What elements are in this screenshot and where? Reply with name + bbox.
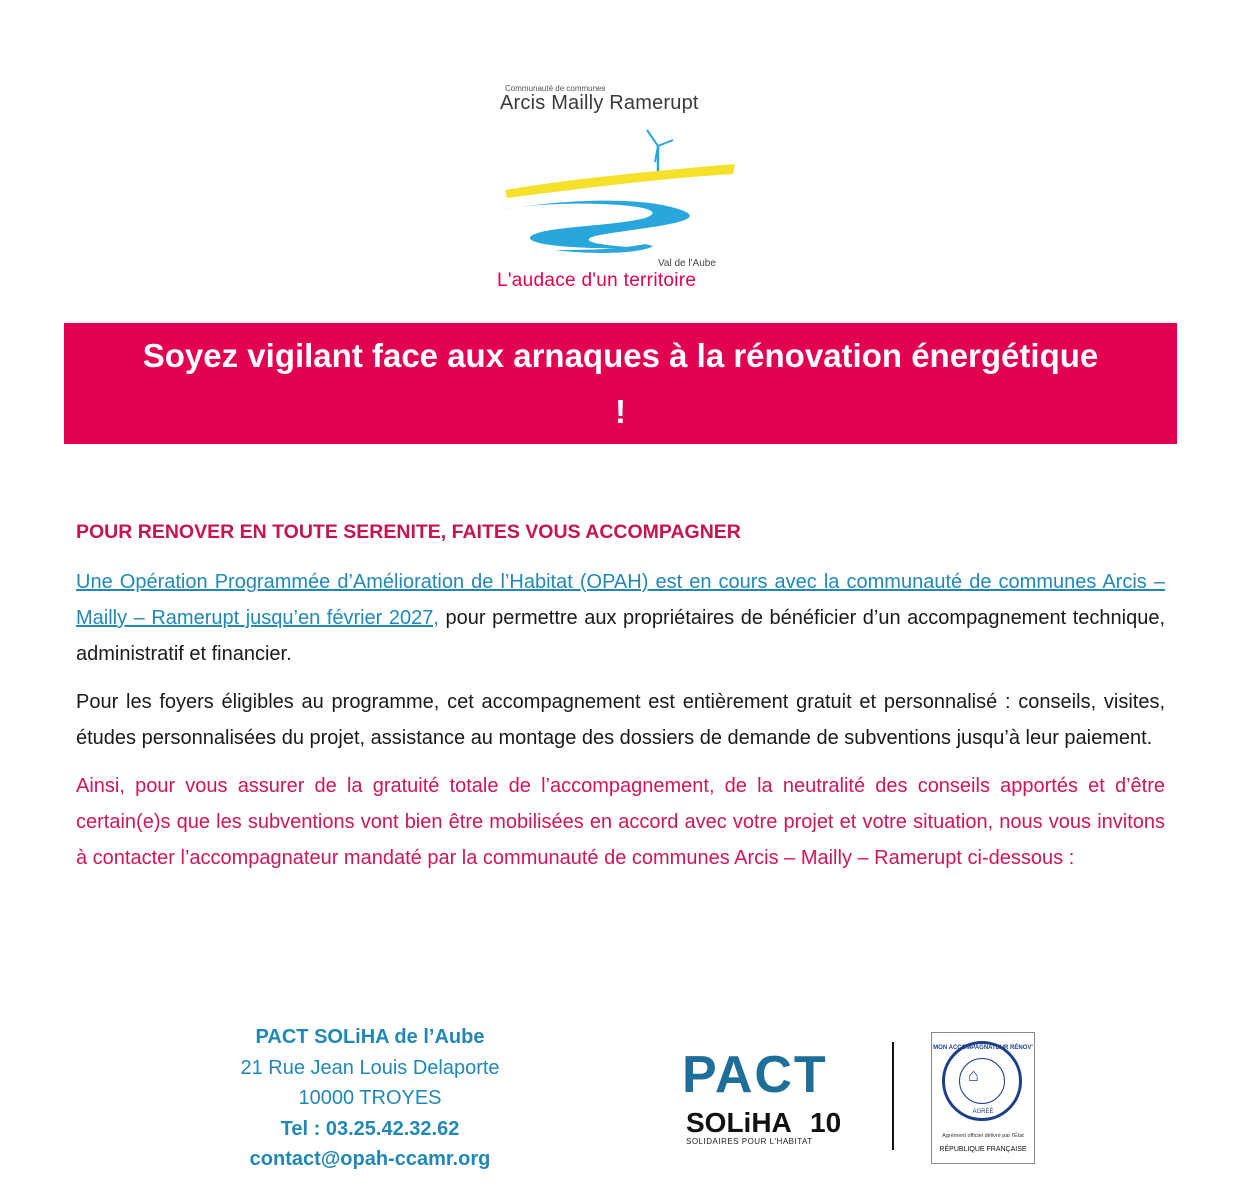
badge-republic: RÉPUBLIQUE FRANÇAISE — [939, 1146, 1027, 1153]
badge-note: Agrément officiel délivré par l'État — [942, 1133, 1024, 1139]
logo-divider — [892, 1042, 894, 1150]
pact-slogan: SOLIDAIRES POUR L'HABITAT — [686, 1137, 813, 1146]
section-heading: POUR RENOVER EN TOUTE SERENITE, FAITES VOUS ACCOMPAGNER — [76, 521, 741, 543]
contact-tel[interactable]: Tel : 03.25.42.32.62 — [280, 1117, 460, 1140]
paragraph-invitation: Ainsi, pour vous assurer de la gratuité totale de l’accompagnement, de la neutralité des conseils apportés et d’être certain(e)s que les subventions vont bien être mobilisées en accord avec votre projet et votre situation, nous vous invitons à contacter l’accompagnateur mandaté par la communauté de communes Arcis – Mailly – Ramerupt ci-dessous : — [76, 775, 1165, 869]
contact-org: PACT SOLiHA de l’Aube — [255, 1026, 485, 1048]
contact-street: 21 Rue Jean Louis Delaporte — [240, 1056, 500, 1079]
badge-label: MON ACCOMPAGNATEUR RÉNOV' — [933, 1045, 1033, 1051]
contact-email[interactable]: contact@opah-ccamr.org — [249, 1148, 491, 1170]
pact-soliha-logo — [680, 1045, 870, 1145]
pact-soliha-text: SOLiHA — [686, 1107, 792, 1138]
ccamr-logo — [495, 78, 745, 298]
pact-word: PACT — [682, 1046, 828, 1104]
badge-agree: AGRÉÉ — [972, 1109, 994, 1115]
contact-block — [200, 1022, 540, 1175]
paragraph-eligible: Pour les foyers éligibles au programme, cet accompagnement est entièrement gratuit et personnalisé : conseils, visites, études personnalisées du projet, assistance au montage des dossiers de demande de subventions jusqu’à leur paiement. — [76, 691, 1165, 749]
logo-subtitle: Val de l'Aube — [658, 258, 716, 269]
warning-banner — [64, 323, 1177, 444]
logo-tagline: L'audace d'un territoire — [497, 270, 697, 291]
pact-number: 10 — [810, 1107, 842, 1138]
house-icon: ⌂ — [968, 1065, 979, 1085]
accompagnateur-badge — [931, 1032, 1035, 1164]
contact-city: 10000 TROYES — [298, 1087, 442, 1109]
opah-link[interactable]: Une Opération Programmée d’Amélioration de l’Habitat (OPAH) est en cours avec la communauté de communes Arcis – Mailly – Ramerupt jusqu’en février 2027, — [76, 571, 1165, 629]
paragraph-opah — [76, 564, 1165, 672]
river-wind-turbine-icon — [495, 118, 745, 258]
logo-small-text: Communauté de communes — [505, 84, 606, 93]
banner-title: Soyez vigilant face aux arnaques à la rénovation énergétique ! — [142, 336, 1099, 430]
paragraph-opah-rest: pour permettre aux propriétaires de bénéficier d’un accompagnement technique, administratif et financier. — [76, 607, 1165, 665]
logo-name: Arcis Mailly Ramerupt — [500, 92, 699, 114]
main-content — [76, 514, 1165, 888]
